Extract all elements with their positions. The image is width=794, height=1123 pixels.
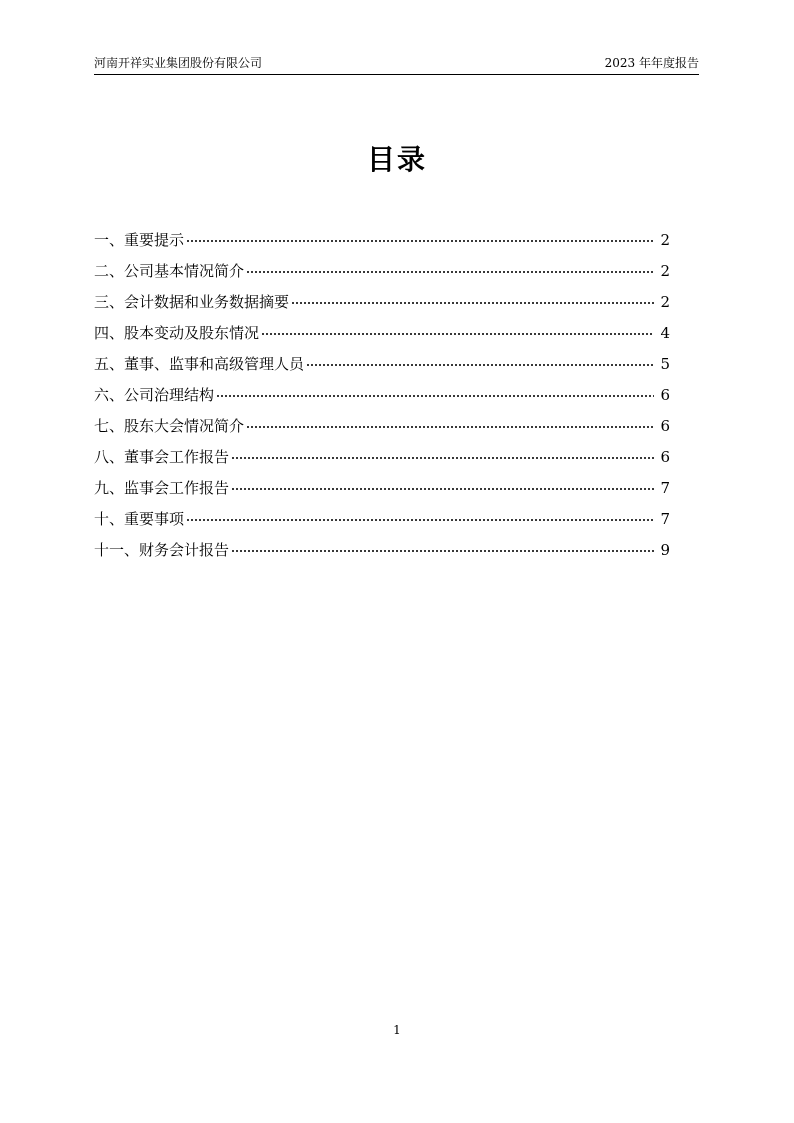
header-company-name: 河南开祥实业集团股份有限公司	[94, 56, 263, 70]
dot-leader	[231, 550, 654, 552]
toc-entry-label: 七、股东大会情况简介	[94, 416, 245, 435]
toc-entry-page: 6	[660, 447, 670, 466]
dot-leader	[186, 240, 654, 242]
toc-entry-page: 7	[660, 509, 670, 528]
dot-leader	[186, 519, 654, 521]
dot-leader	[246, 271, 654, 273]
dot-leader	[306, 364, 654, 366]
toc-entry[interactable]	[94, 317, 670, 348]
toc-entry[interactable]	[94, 286, 670, 317]
toc-entry-label: 九、监事会工作报告	[94, 478, 230, 497]
toc-entry-label: 十一、财务会计报告	[94, 540, 230, 559]
toc-entry-page: 9	[660, 540, 670, 559]
toc-entry-label: 一、重要提示	[94, 230, 185, 249]
toc-entry-page: 6	[660, 385, 670, 404]
toc-entry-page: 6	[660, 416, 670, 435]
toc-entry[interactable]	[94, 441, 670, 472]
toc-entry[interactable]	[94, 379, 670, 410]
page-header	[94, 56, 699, 75]
toc-entry[interactable]	[94, 534, 670, 565]
toc-entry-page: 2	[660, 292, 670, 311]
toc-entry-page: 2	[660, 230, 670, 249]
toc-entry-label: 四、股本变动及股东情况	[94, 323, 260, 342]
toc-entry[interactable]	[94, 472, 670, 503]
toc-entry[interactable]	[94, 503, 670, 534]
header-report-title: 2023 年年度报告	[604, 56, 699, 70]
dot-leader	[246, 426, 654, 428]
page-title: 目录	[366, 143, 427, 176]
toc-entry-page: 7	[660, 478, 670, 497]
toc-entry-page: 4	[660, 323, 670, 342]
toc-entry[interactable]	[94, 224, 670, 255]
toc-entry-label: 二、公司基本情况简介	[94, 261, 245, 280]
toc-entry-label: 五、董事、监事和高级管理人员	[94, 354, 305, 373]
toc-entry[interactable]	[94, 410, 670, 441]
toc-entry-page: 2	[660, 261, 670, 280]
dot-leader	[291, 302, 654, 304]
toc-entry-label: 三、会计数据和业务数据摘要	[94, 292, 290, 311]
toc-entry[interactable]	[94, 255, 670, 286]
page-number: 1	[393, 1023, 401, 1037]
dot-leader	[231, 488, 654, 490]
table-of-contents	[94, 224, 670, 565]
dot-leader	[216, 395, 654, 397]
dot-leader	[261, 333, 654, 335]
dot-leader	[231, 457, 654, 459]
toc-entry-label: 六、公司治理结构	[94, 385, 215, 404]
toc-entry-page: 5	[660, 354, 670, 373]
toc-entry[interactable]	[94, 348, 670, 379]
toc-entry-label: 八、董事会工作报告	[94, 447, 230, 466]
toc-entry-label: 十、重要事项	[94, 509, 185, 528]
